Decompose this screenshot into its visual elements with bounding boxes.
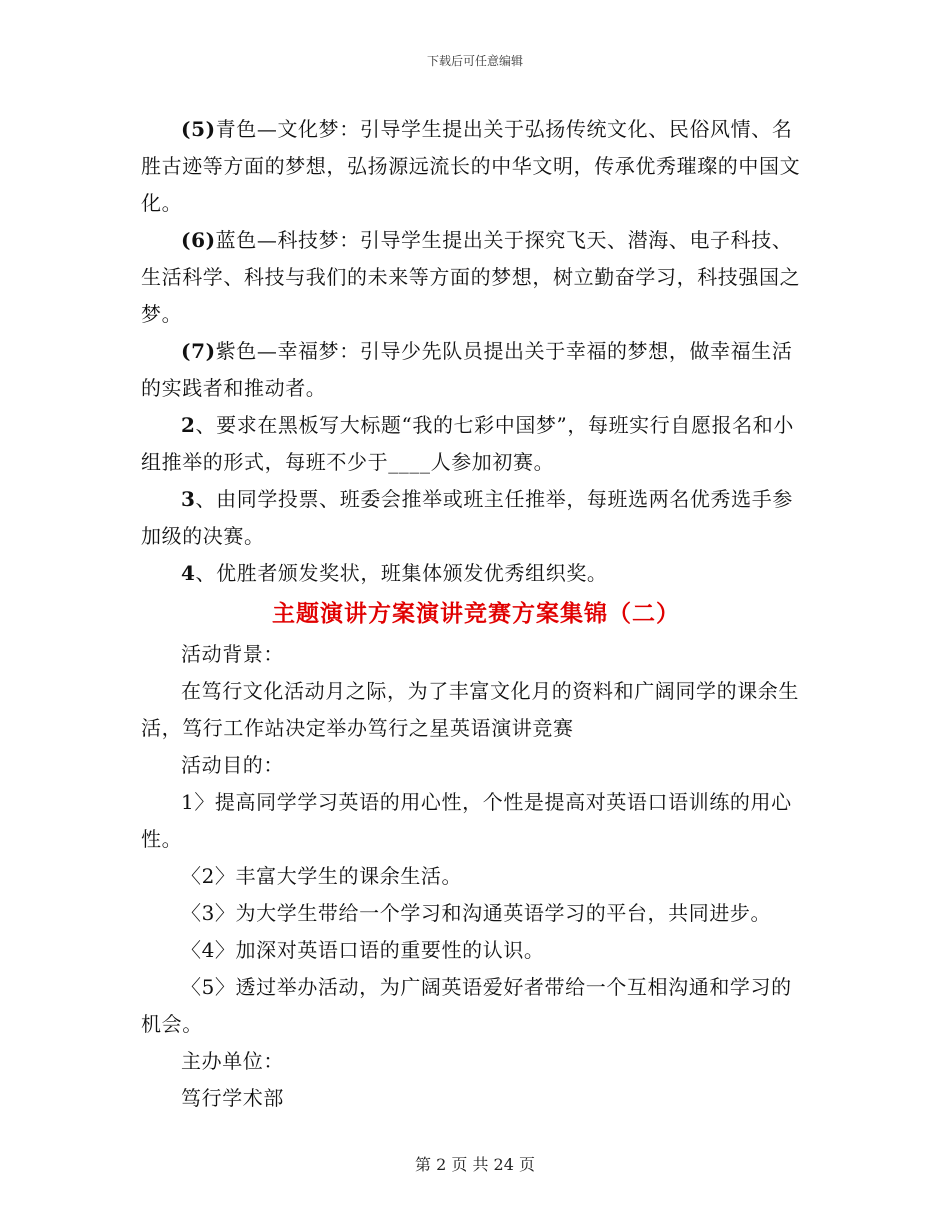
document-body	[141, 111, 811, 1117]
item-number: (6)	[181, 228, 216, 252]
paragraph-text: 、优胜者颁发奖状，班集体颁发优秀组织奖。	[195, 561, 608, 585]
paragraph-text: 紫色—幸福梦：引导少先队员提出关于幸福的梦想，做幸福生活的实践者和推动者。	[141, 339, 793, 400]
item-number: (5)	[181, 117, 216, 141]
purpose-item-1: 1〉提高同学学习英语的用心性，个性是提高对英语口语训练的用心性。	[141, 790, 792, 851]
header-note: 下载后可任意编辑	[426, 54, 523, 68]
paragraph-item-5	[141, 111, 811, 222]
label-purpose: 活动目的：	[181, 753, 284, 777]
item-number: (7)	[181, 339, 216, 363]
organizer-name: 笃行学术部	[181, 1086, 284, 1110]
paragraph-text: 蓝色—科技梦：引导学生提出关于探究飞天、潜海、电子科技、生活科学、科技与我们的未来等方面的梦想，树立勤奋学习，科技强国之梦。	[141, 228, 801, 326]
label-background: 活动背景：	[181, 642, 284, 666]
paragraph-text: 、由同学投票、班委会推举或班主任推举，每班选两名优秀选手参加级的决赛。	[141, 487, 793, 548]
background-text: 在笃行文化活动月之际，为了丰富文化月的资料和广阔同学的课余生活，笃行工作站决定举办笃行之星英语演讲竞赛	[141, 679, 799, 740]
item-number: 3	[181, 487, 196, 511]
item-number: 4	[181, 561, 196, 585]
paragraph-requirement-3	[141, 481, 811, 555]
page-number: 第 2 页 共 24 页	[415, 1155, 535, 1174]
paragraph-item-6	[141, 222, 811, 333]
purpose-item-2: 〈2〉丰富大学生的课余生活。	[181, 864, 463, 888]
purpose-item-5: 〈5〉透过举办活动，为广阔英语爱好者带给一个互相沟通和学习的机会。	[141, 975, 792, 1036]
label-organizer: 主办单位：	[181, 1049, 284, 1073]
paragraph-text: 、要求在黑板写大标题“我的七彩中国梦”，每班实行自愿报名和小组推举的形式，每班不少于____人参加初赛。	[141, 413, 794, 474]
purpose-item-3: 〈3〉为大学生带给一个学习和沟通英语学习的平台，共同进步。	[181, 901, 772, 925]
purpose-item-4: 〈4〉加深对英语口语的重要性的认识。	[181, 938, 545, 962]
paragraph-item-7	[141, 333, 811, 407]
paragraph-text: 青色—文化梦：引导学生提出关于弘扬传统文化、民俗风情、名胜古迹等方面的梦想，弘扬源远流长的中华文明，传承优秀璀璨的中国文化。	[141, 117, 801, 215]
section-title: 主题演讲方案演讲竞赛方案集锦（二）	[272, 600, 680, 627]
paragraph-requirement-2	[141, 407, 811, 481]
item-number: 2	[181, 413, 196, 437]
paragraph-requirement-4	[141, 555, 811, 592]
